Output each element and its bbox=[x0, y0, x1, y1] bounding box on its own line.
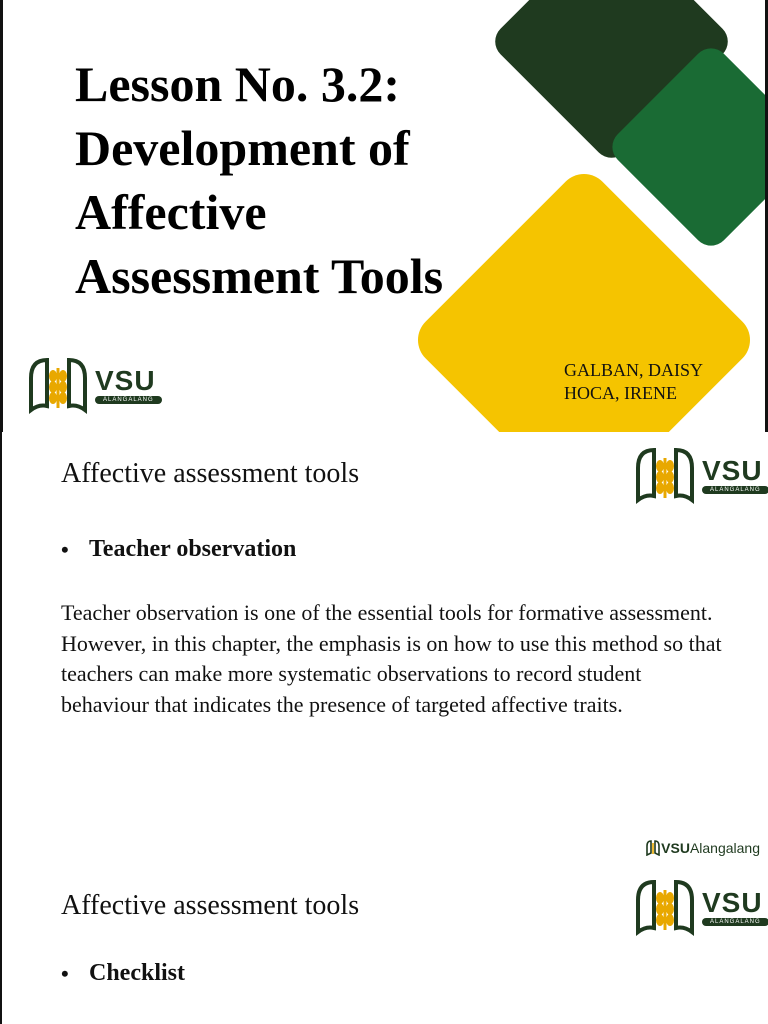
bullet-dot-icon: • bbox=[61, 536, 69, 562]
logo-campus: ALANGALANG bbox=[95, 396, 162, 404]
title-line: Affective bbox=[75, 184, 267, 240]
vsu-logo bbox=[634, 878, 768, 936]
vsu-logo bbox=[27, 356, 162, 414]
title-line: Assessment Tools bbox=[75, 248, 444, 304]
vsu-emblem-icon bbox=[27, 356, 89, 414]
title-slide bbox=[0, 0, 768, 432]
body-paragraph: Teacher observation is one of the essential tools for formative assessment. However, in this chapter, the emphasis is on how to use this method so that teachers can make more systematic observations to record student behaviour that indicates the presence of targeted affective traits. bbox=[61, 600, 722, 717]
lesson-title bbox=[75, 52, 443, 308]
title-line: Lesson No. 3.2: bbox=[75, 56, 401, 112]
vsu-small-emblem-icon bbox=[645, 840, 661, 856]
logo-name: VSU bbox=[95, 365, 156, 396]
footer-logo-bold: VSU bbox=[661, 840, 690, 856]
authors bbox=[564, 359, 703, 405]
bullet-item bbox=[61, 960, 185, 987]
slide-heading: Affective assessment tools bbox=[61, 890, 360, 921]
footer-logo-rest: Alangalang bbox=[689, 840, 760, 856]
author-name: HOCA, IRENE bbox=[564, 383, 677, 403]
content-slide bbox=[0, 864, 768, 1024]
bullet-dot-icon: • bbox=[61, 960, 69, 986]
bullet-text: Teacher observation bbox=[89, 536, 297, 562]
logo-name: VSU bbox=[702, 887, 763, 918]
author-name: GALBAN, DAISY bbox=[564, 360, 703, 380]
content-slide bbox=[0, 432, 768, 864]
vsu-logo bbox=[634, 446, 768, 504]
vsu-emblem-icon bbox=[634, 878, 696, 936]
bullet-item bbox=[61, 536, 296, 563]
logo-campus: ALANGALANG bbox=[702, 486, 768, 494]
title-line: Development of bbox=[75, 120, 410, 176]
logo-name: VSU bbox=[702, 455, 763, 486]
logo-campus: ALANGALANG bbox=[702, 918, 768, 926]
vsu-emblem-icon bbox=[634, 446, 696, 504]
bullet-text: Checklist bbox=[89, 960, 185, 986]
footer-logo bbox=[645, 840, 760, 856]
slide-heading: Affective assessment tools bbox=[61, 458, 360, 489]
